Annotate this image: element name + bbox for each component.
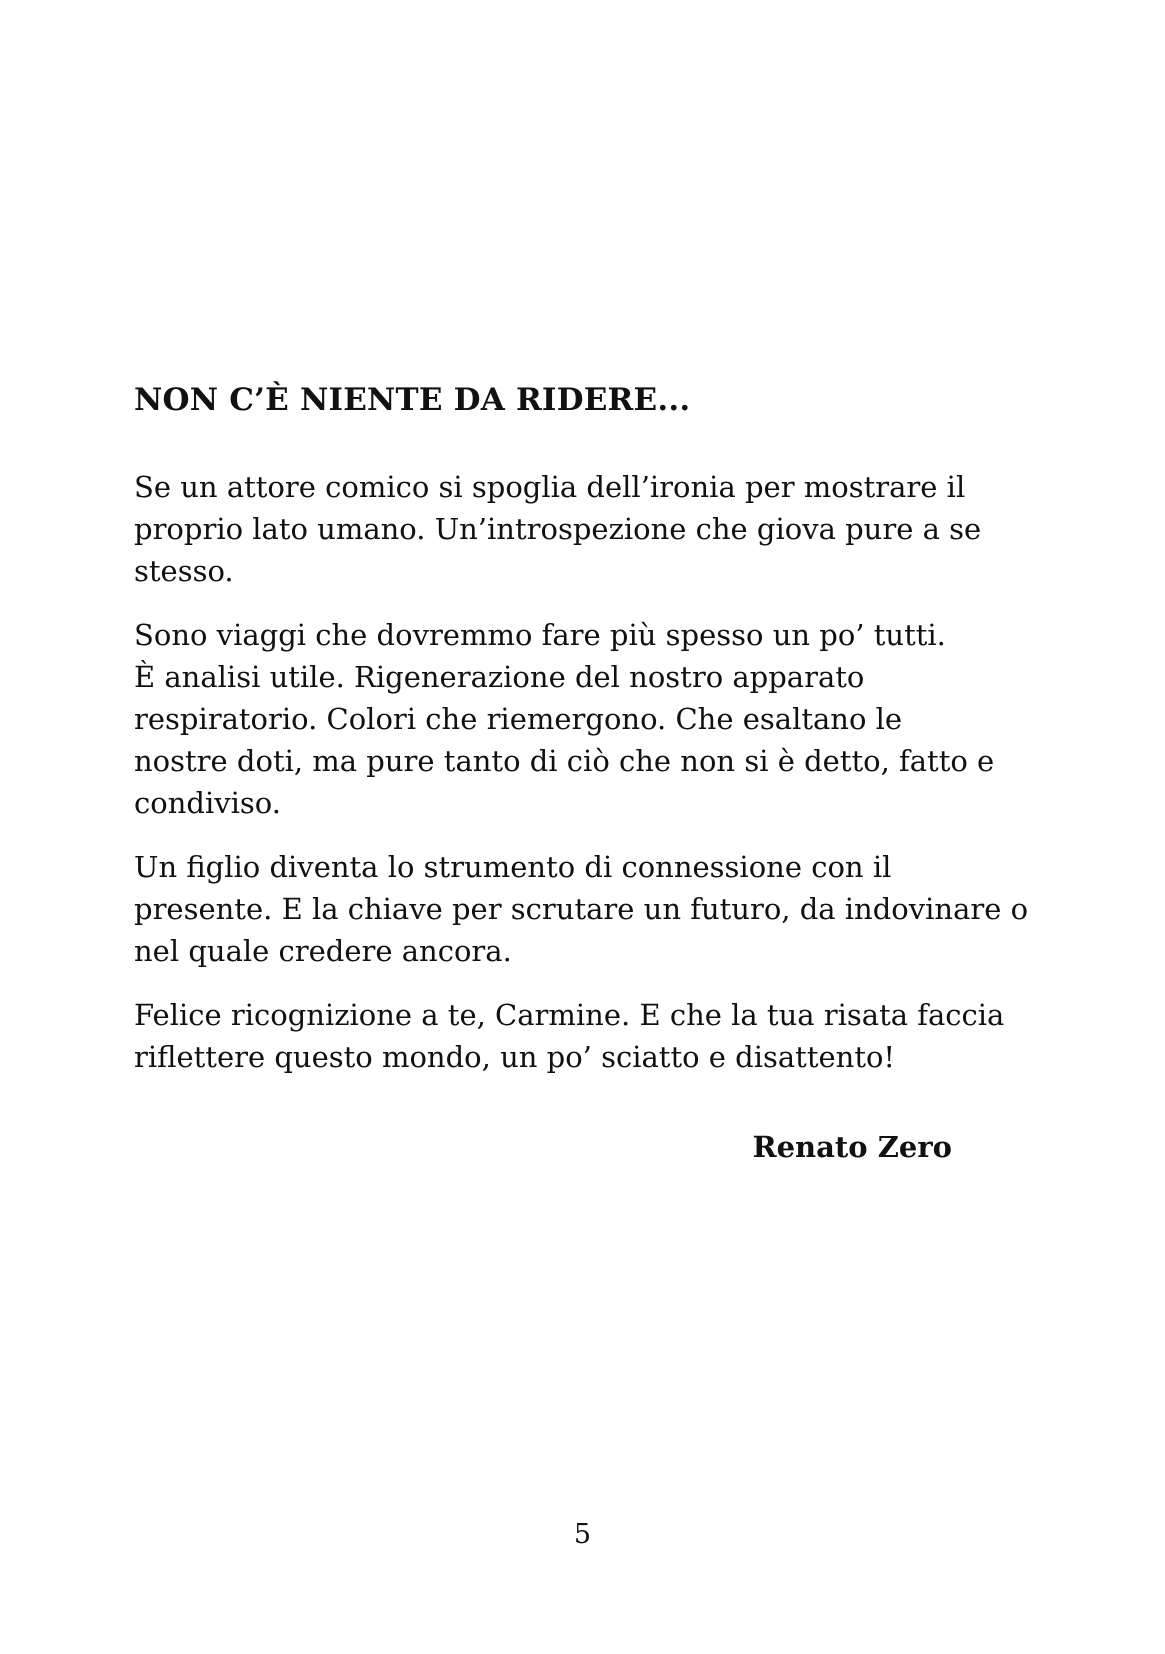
- page-number: 5: [573, 1519, 592, 1550]
- paragraph-2: Sono viaggi che dovremmo fare più spesso un po’ tutti. È analisi utile. Rigenerazione del nostro apparato respiratorio. Colori che riemergono. Che esaltano le nostre doti, ma pure tanto di ciò che non si è detto, fatto e condiviso.: [134, 618, 995, 820]
- paragraph-1: Se un attore comico si spoglia dell’ironia per mostrare il proprio lato umano. Un’introspezione che giova pure a se stesso.: [134, 470, 982, 588]
- body-text: [134, 466, 1034, 1100]
- page-title: NON C’È NIENTE DA RIDERE...: [134, 382, 691, 418]
- paragraph-4: Felice ricognizione a te, Carmine. E che la tua risata faccia riflettere questo mondo, un po’ sciatto e disattento!: [134, 998, 1005, 1074]
- paragraph-3: Un figlio diventa lo strumento di connessione con il presente. E la chiave per scrutare un futuro, da indovinare o nel quale credere ancora.: [134, 850, 1029, 968]
- author-signature: Renato Zero: [752, 1130, 952, 1164]
